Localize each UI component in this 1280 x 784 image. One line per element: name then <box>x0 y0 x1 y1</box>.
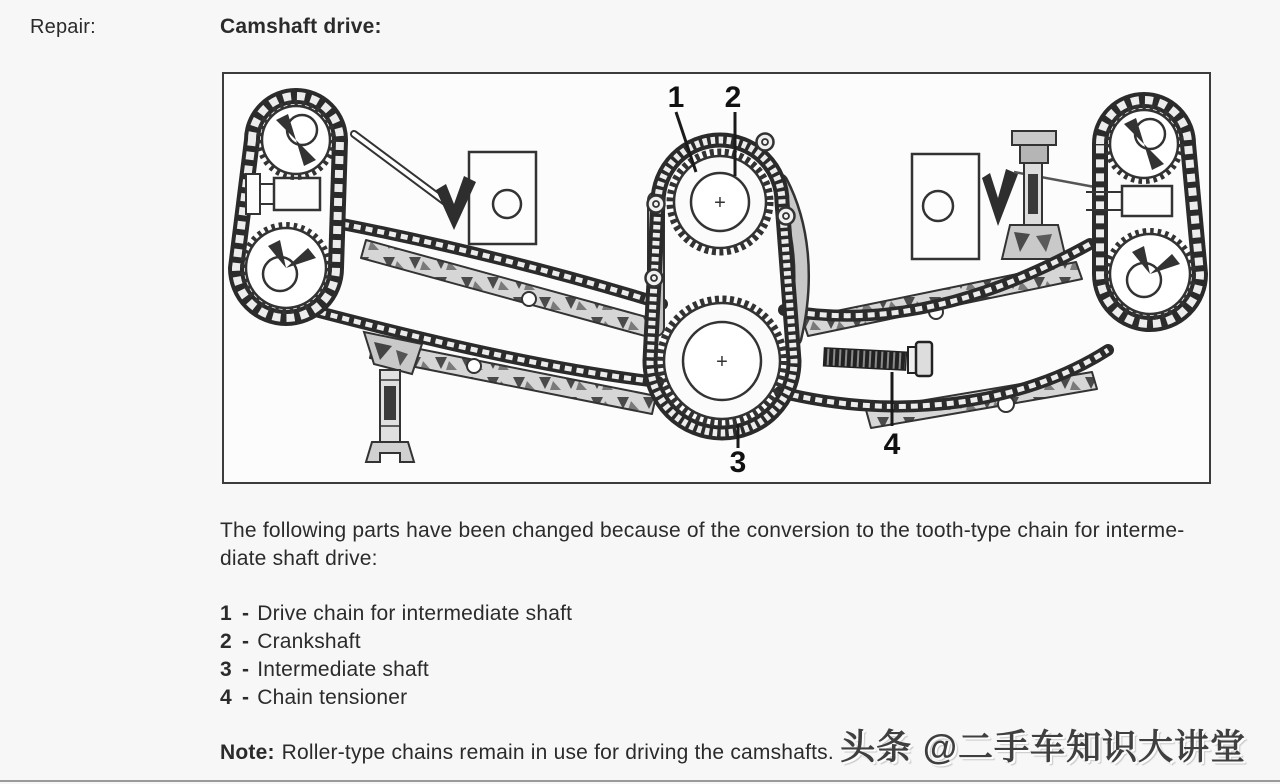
note-line <box>220 739 834 767</box>
legend-item-text: Intermediate shaft <box>257 658 429 681</box>
intermediate-plus-mark: + <box>716 351 728 373</box>
legend-item-4 <box>220 684 572 712</box>
left-valves <box>354 134 476 230</box>
intro-line-1: The following parts have been changed because of the conversion to the tooth-type chain for interme- <box>220 519 1185 542</box>
right-top-cam-sprocket <box>1107 107 1181 181</box>
left-camshaft-loop <box>236 96 340 318</box>
toutiao-watermark: 头条 @二手车知识大讲堂 <box>840 728 1246 767</box>
left-cylinder <box>469 152 536 244</box>
intermediate-shaft-sprocket <box>660 299 784 423</box>
legend-separator: - <box>242 630 250 653</box>
callout-2: 2 <box>724 81 742 114</box>
crankshaft-plus-mark: + <box>714 192 726 214</box>
crankshaft-sprocket <box>670 152 770 252</box>
intro-line-2: diate shaft drive: <box>220 547 378 570</box>
bottom-divider <box>0 780 1280 782</box>
legend-item-number: 1 <box>220 602 232 625</box>
page-title: Camshaft drive: <box>220 15 382 38</box>
right-camshaft-loop <box>1086 100 1200 324</box>
intro-paragraph <box>220 517 1184 573</box>
left-top-cam-sprocket <box>259 103 333 177</box>
right-cylinder <box>912 154 979 259</box>
callout-1: 1 <box>667 81 685 114</box>
legend-separator: - <box>242 602 250 625</box>
legend-item-number: 2 <box>220 630 232 653</box>
timing-chain-diagram <box>224 74 1209 482</box>
right-bank-tensioner <box>1002 131 1066 259</box>
repair-label: Repair: <box>30 16 96 38</box>
chain-tensioner-bolt <box>824 342 932 376</box>
lower-chain-tensioner <box>364 332 422 462</box>
camshaft-drive-figure <box>222 72 1211 484</box>
legend-separator: - <box>242 686 250 709</box>
note-label: Note: <box>220 741 275 764</box>
callout-4: 4 <box>883 428 901 461</box>
legend-item-2 <box>220 628 572 656</box>
legend-item-1 <box>220 600 572 628</box>
note-text: Roller-type chains remain in use for driving the camshafts. <box>281 741 834 764</box>
legend-item-number: 3 <box>220 658 232 681</box>
callout-3: 3 <box>729 446 747 479</box>
legend-item-text: Crankshaft <box>257 630 361 653</box>
parts-legend <box>220 600 572 712</box>
legend-item-3 <box>220 656 572 684</box>
legend-item-text: Chain tensioner <box>257 686 408 709</box>
legend-item-text: Drive chain for intermediate shaft <box>257 602 573 625</box>
legend-item-number: 4 <box>220 686 232 709</box>
legend-separator: - <box>242 658 250 681</box>
